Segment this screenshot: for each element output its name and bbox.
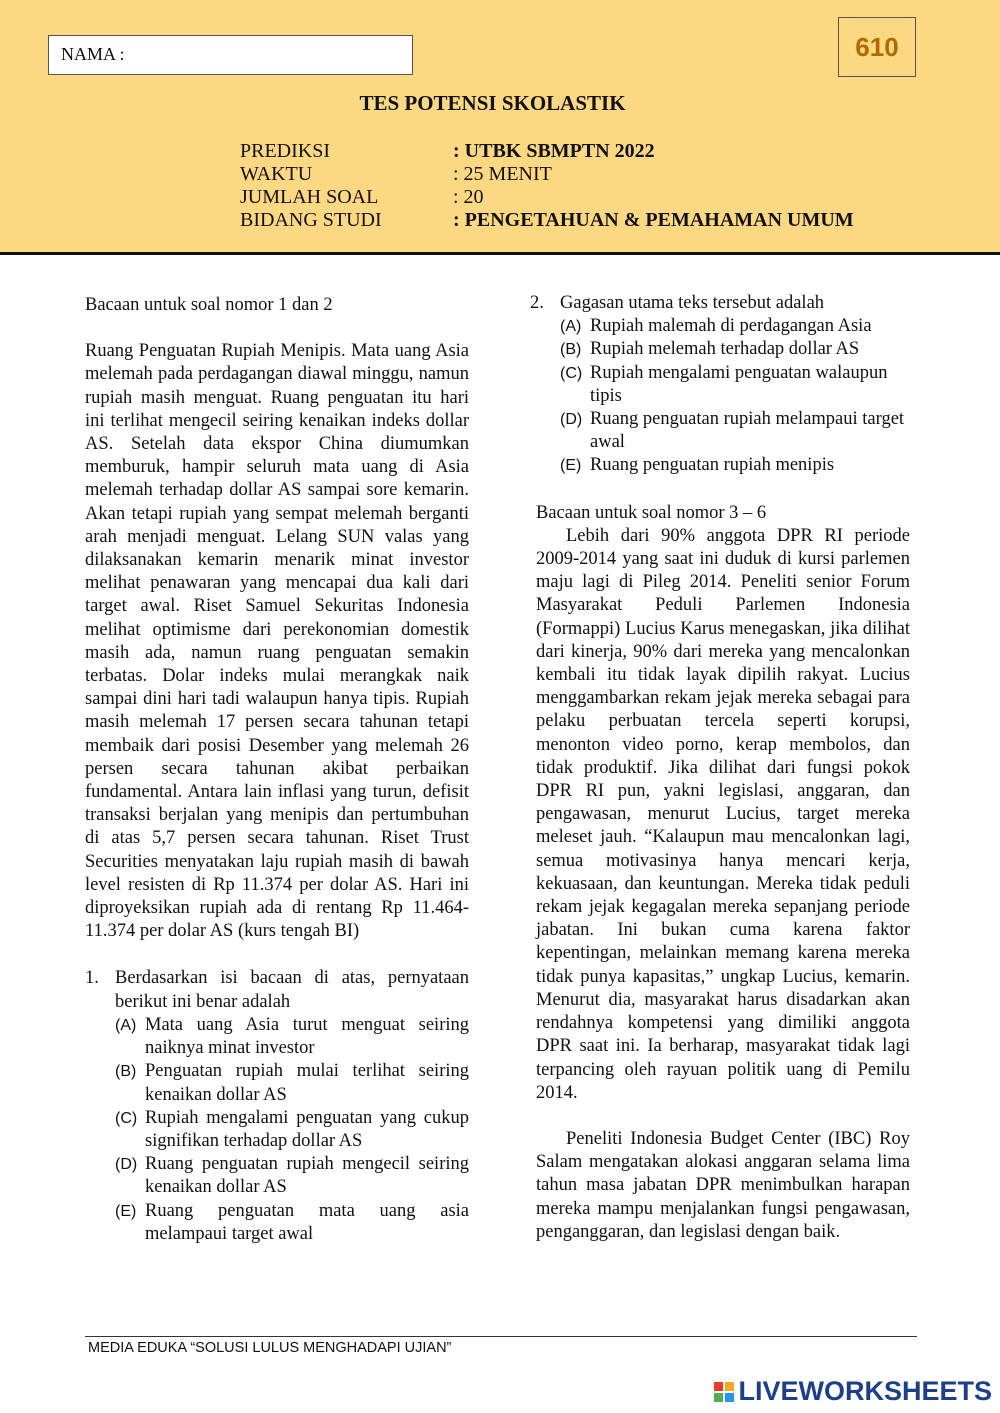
meta-value: : UTBK SBMPTN 2022 xyxy=(453,140,655,162)
meta-value: : 25 MENIT xyxy=(453,163,552,185)
logo-square xyxy=(714,1382,723,1391)
header-band xyxy=(0,0,1000,255)
option-text: Rupiah melemah terhadap dollar AS xyxy=(590,339,860,360)
meta-row xyxy=(240,209,854,232)
left-column xyxy=(85,294,469,1246)
option-text: Mata uang Asia turut menguat seiring naiknya minat investor xyxy=(145,1014,469,1059)
option-text: Rupiah malemah di perdagangan Asia xyxy=(590,316,872,337)
option-text: Ruang penguatan mata uang asia melampaui target awal xyxy=(145,1200,469,1244)
answer-option[interactable] xyxy=(115,1107,469,1153)
answer-option[interactable] xyxy=(560,315,910,338)
question-body xyxy=(560,292,910,478)
meta-key: WAKTU xyxy=(240,163,313,185)
meta-key: BIDANG STUDI xyxy=(240,209,382,231)
question-body xyxy=(115,967,469,1245)
question-2 xyxy=(530,292,910,478)
footer-text: MEDIA EDUKA “SOLUSI LULUS MENGHADAPI UJIAN” xyxy=(88,1340,452,1356)
reading-passage: Ruang Penguatan Rupiah Menipis. Mata uang Asia melemah pada perdagangan diawal minggu, namun rupiah masih menguat. Ruang penguatan itu hari ini terlihat mengecil seiring kenaikan indeks dollar AS. Setelah data ekspor China diumumkan memburuk, hampir seluruh mata uang di Asia melemah terhadap dollar AS sampai sore kemarin. Akan tetapi rupiah yang sempat melemah berganti arah menjadi menguat. Lelang SUN valas yang dilaksanakan kemarin menarik minat investor melihat penawaran yang mencapai dua kali dari target awal. Riset Samuel Sekuritas Indonesia melihat optimisme dari perekonomian domestik masih ada, namun ruang penguatan semakin terbatas. Dolar indeks mulai merangkak naik sampai dini hari tadi walaupun hanya tipis. Rupiah masih melemah 17 persen secara tahunan tetapi membaik dari posisi Desember yang melemah 26 persen secara tahunan akibat perbaikan fundamental. Antara lain inflasi yang turun, defisit transaksi berjalan yang menipis dan pertumbuhan di atas 5,7 persen secara tahunan. Riset Trust Securities menyatakan laju rupiah masih di bawah level resisten di Rp 11.374 per dolar AS. Hari ini diproyeksikan rupiah ada di rentang Rp 11.464-11.374 per dolar AS (kurs tengah BI) xyxy=(85,341,469,942)
logo-square xyxy=(725,1393,734,1402)
meta-value: : 20 xyxy=(453,186,484,208)
answer-option[interactable] xyxy=(560,408,910,454)
name-field[interactable]: NAMA : xyxy=(48,35,413,75)
answer-option[interactable] xyxy=(560,454,910,477)
option-label: (A) xyxy=(115,1016,137,1034)
answer-option[interactable] xyxy=(560,362,910,408)
logo-square xyxy=(714,1393,723,1402)
answer-option[interactable] xyxy=(115,1200,469,1246)
page-title: TES POTENSI SKOLASTIK xyxy=(359,91,626,115)
question-1 xyxy=(85,967,469,1245)
option-label: (B) xyxy=(115,1063,137,1081)
option-label: (C) xyxy=(115,1109,138,1127)
option-label: (B) xyxy=(560,341,582,359)
option-label: (E) xyxy=(115,1202,137,1220)
option-text: Ruang penguatan rupiah melampaui target awal xyxy=(590,409,905,453)
reading-passage: Peneliti Indonesia Budget Center (IBC) Roy Salam mengatakan alokasi anggaran selama lima tahun masa jabatan DPR menimbulkan harapan mereka mampu menjalankan fungsi pengawasan, penganggaran, dan legislasi dengan baik. xyxy=(536,1128,910,1242)
option-label: (D) xyxy=(115,1156,138,1174)
meta-key: PREDIKSI xyxy=(240,140,331,162)
reading-passage: Lebih dari 90% anggota DPR RI periode 2009-2014 yang saat ini duduk di kursi parlemen maju lagi di Pileg 2014. Peneliti senior Forum Masyarakat Peduli Parlemen Indonesia (Formappi) Lucius Karus menegaskan, jika dilihat dari kinerja, 90% dari mereka yang mencalonkan kembali itu tidak layak dipilih rakyat. Lucius menggambarkan rekam jejak mereka sebagai para pelaku perbuatan tercela seperti korupsi, menonton video porno, kerap membolos, dan tidak produktif. Jika dilihat dari fungsi pokok DPR RI pun, yakni legislasi, anggaran, dan pengawasan, menurut Lucius, target mereka meleset jauh. “Kalaupun mau mencalonkan lagi, semua motivasinya hanya mencari kerja, kekuasaan, dan keuntungan. Mereka tidak peduli rekam jejak kegagalan mereka sepanjang periode jabatan. Ini bukan cuma karena faktor kepentingan, melainkan memang karena mereka tidak punya kapasitas,” ungkap Lucius, kemarin. Menurut dia, masyarakat harus disadarkan akan rendahnya kompetensi yang dimiliki anggota DPR saat ini. Ia berharap, masyarakat tidak lagi terpancing oleh rayuan politik uang di Pemilu 2014. xyxy=(536,525,910,1103)
question-stem: Gagasan utama teks tersebut adalah xyxy=(560,293,825,313)
answer-option[interactable] xyxy=(115,1060,469,1106)
right-column xyxy=(530,292,910,1244)
option-label: (A) xyxy=(560,318,582,336)
option-label: (E) xyxy=(560,457,582,475)
answer-option[interactable] xyxy=(115,1153,469,1199)
answer-option[interactable] xyxy=(115,1014,469,1060)
footer-divider xyxy=(85,1336,917,1337)
option-text: Rupiah mengalami penguatan walaupun tipis xyxy=(590,362,888,406)
option-label: (C) xyxy=(560,364,583,382)
logo-icon xyxy=(714,1382,734,1402)
reading-intro: Bacaan untuk soal nomor 3 – 6 xyxy=(536,502,767,523)
question-stem: Berdasarkan isi bacaan di atas, pernyataan berikut ini benar adalah xyxy=(115,968,469,1012)
option-text: Ruang penguatan rupiah menipis xyxy=(590,455,835,476)
question-number: 2. xyxy=(530,293,544,313)
option-text: Penguatan rupiah mulai terlihat seiring kenaikan dollar AS xyxy=(145,1061,469,1105)
liveworksheets-logo[interactable] xyxy=(714,1376,992,1407)
meta-row xyxy=(240,186,854,209)
meta-row xyxy=(240,140,854,163)
reading-intro: Bacaan untuk soal nomor 1 dan 2 xyxy=(85,295,333,315)
meta-row xyxy=(240,163,854,186)
meta-value: : PENGETAHUAN & PEMAHAMAN UMUM xyxy=(453,209,854,231)
logo-square xyxy=(725,1382,734,1391)
worksheet-code: 610 xyxy=(838,17,916,77)
option-text: Ruang penguatan rupiah mengecil seiring kenaikan dollar AS xyxy=(145,1154,469,1198)
test-info xyxy=(240,140,854,232)
option-text: Rupiah mengalami penguatan yang cukup signifikan terhadap dollar AS xyxy=(145,1107,469,1151)
meta-key: JUMLAH SOAL xyxy=(240,186,379,208)
answer-option[interactable] xyxy=(560,338,910,361)
brand-text: LIVEWORKSHEETS xyxy=(738,1376,992,1406)
option-label: (D) xyxy=(560,411,583,429)
question-number: 1. xyxy=(85,968,99,989)
